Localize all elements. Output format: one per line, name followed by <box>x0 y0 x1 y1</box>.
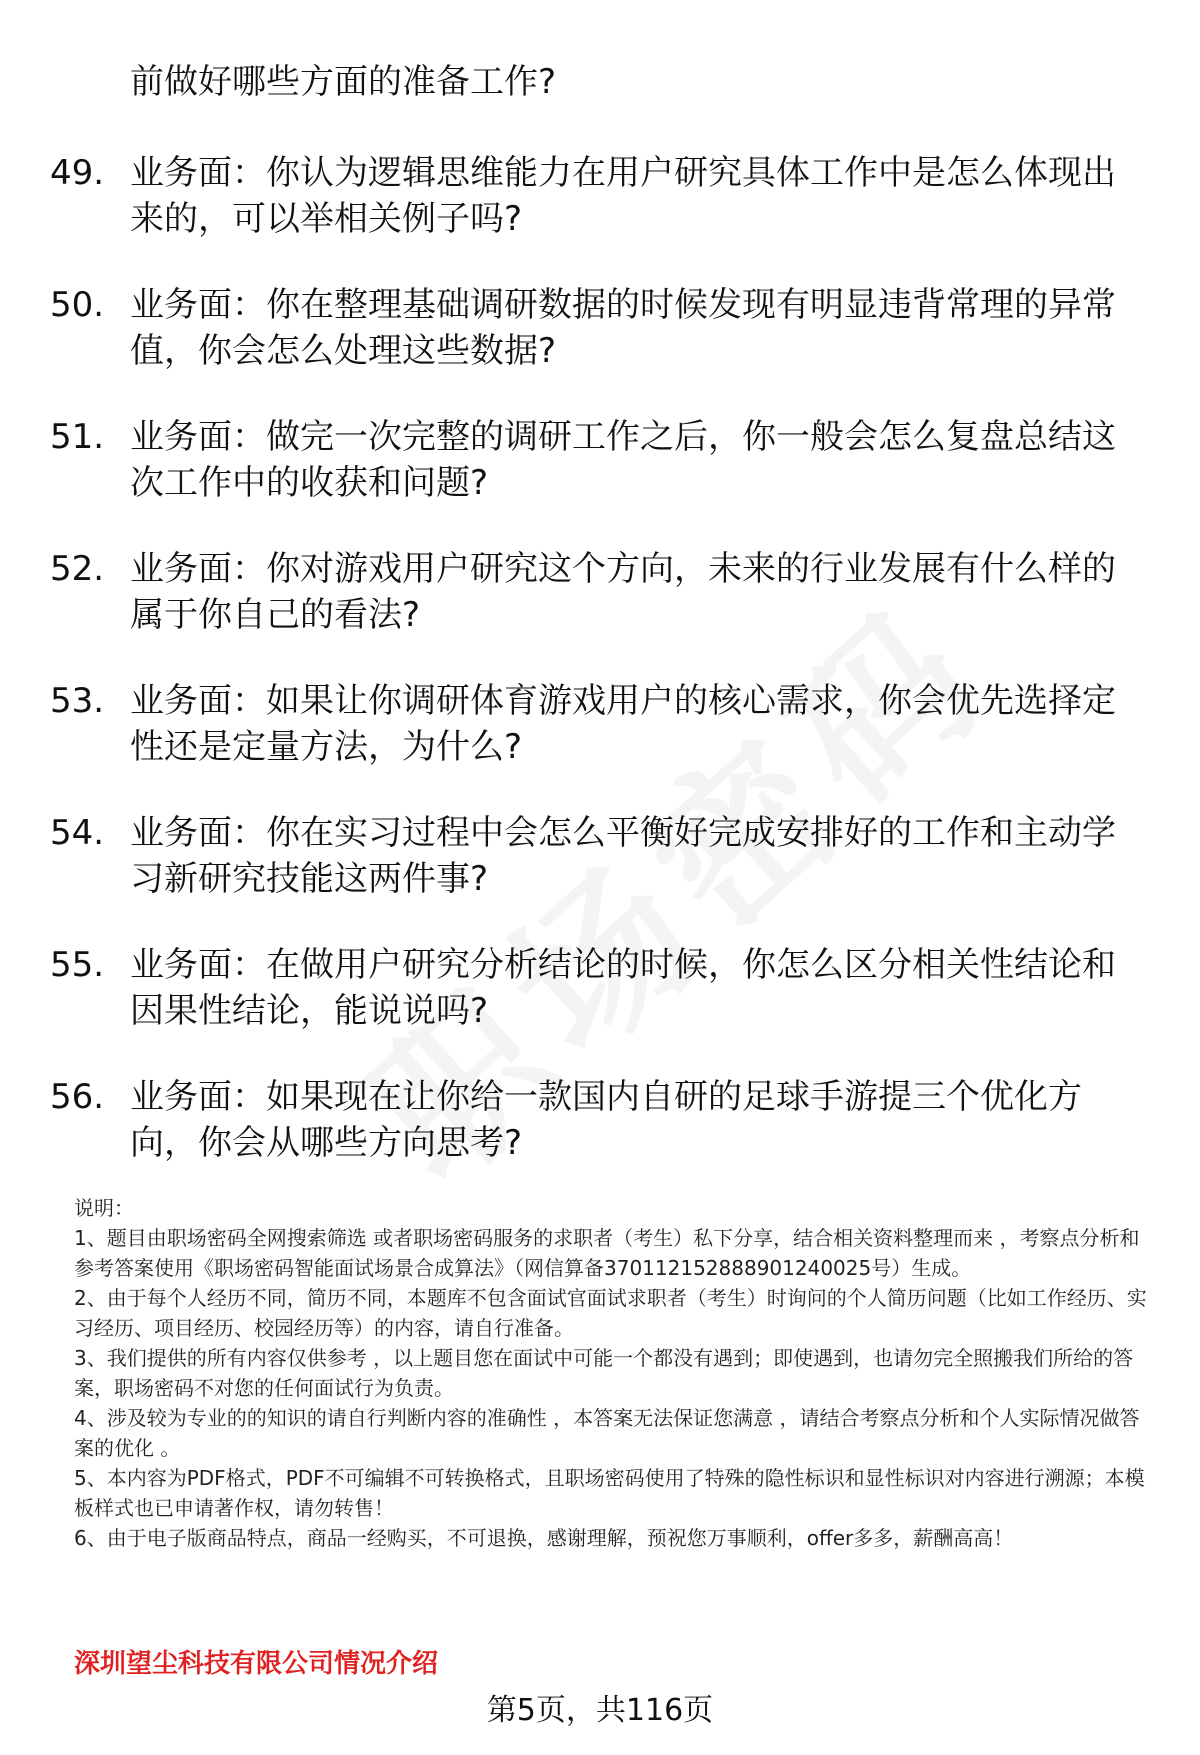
question-number: 50. <box>50 285 105 325</box>
notes-heading: 说明： <box>74 1196 134 1220</box>
question-continuation: 前做好哪些方面的准备工作? <box>130 62 557 102</box>
question-item <box>50 414 1145 546</box>
question-item <box>50 810 1145 942</box>
note-item: 6、由于电子版商品特点，商品一经购买，不可退换，感谢理解，预祝您万事顺利，offer多多，薪酬高高！ <box>74 1526 1014 1550</box>
question-number: 53. <box>50 681 105 721</box>
note-item: 2、由于每个人经历不同，简历不同，本题库不包含面试官面试求职者（考生）时询问的个人简历问题（比如工作经历、实习经历、项目经历、校园经历等）的内容，请自行准备。 <box>74 1286 1147 1340</box>
question-text: 业务面：你在整理基础调研数据的时候发现有明显违背常理的异常值，你会怎么处理这些数据? <box>130 285 1116 371</box>
page-number: 第5页，共116页 <box>486 1693 714 1728</box>
question-item <box>50 942 1145 1074</box>
question-item <box>50 678 1145 810</box>
question-text: 业务面：在做用户研究分析结论的时候，你怎么区分相关性结论和因果性结论，能说说吗? <box>130 945 1116 1031</box>
question-number: 54. <box>50 813 105 853</box>
note-item: 1、题目由职场密码全网搜索筛选 或者职场密码服务的求职者（考生）私下分享，结合相关资料整理而来 ，考察点分析和参考答案使用《职场密码智能面试场景合成算法》（网信算备370112152888901240025号）生成。 <box>74 1226 1140 1280</box>
question-number: 51. <box>50 417 105 457</box>
question-item <box>50 1074 1145 1206</box>
note-item: 5、本内容为PDF格式，PDF不可编辑不可转换格式，且职场密码使用了特殊的隐性标识和显性标识对内容进行溯源；本模板样式也已申请著作权，请勿转售！ <box>74 1466 1145 1520</box>
question-item <box>50 150 1145 282</box>
question-number: 49. <box>50 153 105 193</box>
question-text: 业务面：你在实习过程中会怎么平衡好完成安排好的工作和主动学习新研究技能这两件事? <box>130 813 1116 899</box>
note-item: 4、涉及较为专业的的知识的请自行判断内容的准确性 ，本答案无法保证您满意 ，请结合考察点分析和个人实际情况做答案的优化 。 <box>74 1406 1140 1460</box>
question-number: 56. <box>50 1077 105 1117</box>
question-list <box>50 150 1145 1206</box>
question-number: 55. <box>50 945 105 985</box>
company-intro-title: 深圳望尘科技有限公司情况介绍 <box>74 1649 439 1679</box>
question-number: 52. <box>50 549 105 589</box>
notes-section <box>74 1193 1159 1553</box>
question-text: 业务面：做完一次完整的调研工作之后，你一般会怎么复盘总结这次工作中的收获和问题? <box>130 417 1116 503</box>
question-text: 业务面：你对游戏用户研究这个方向，未来的行业发展有什么样的属于你自己的看法? <box>130 549 1116 635</box>
question-text: 业务面：如果让你调研体育游戏用户的核心需求，你会优先选择定性还是定量方法，为什么? <box>130 681 1116 767</box>
question-item <box>50 282 1145 414</box>
note-item: 3、我们提供的所有内容仅供参考 ，以上题目您在面试中可能一个都没有遇到；即使遇到，也请勿完全照搬我们所给的答案，职场密码不对您的任何面试行为负责。 <box>74 1346 1134 1400</box>
question-text: 业务面：如果现在让你给一款国内自研的足球手游提三个优化方向，你会从哪些方向思考? <box>130 1077 1082 1163</box>
question-item <box>50 546 1145 678</box>
question-text: 业务面：你认为逻辑思维能力在用户研究具体工作中是怎么体现出来的，可以举相关例子吗? <box>130 153 1116 239</box>
